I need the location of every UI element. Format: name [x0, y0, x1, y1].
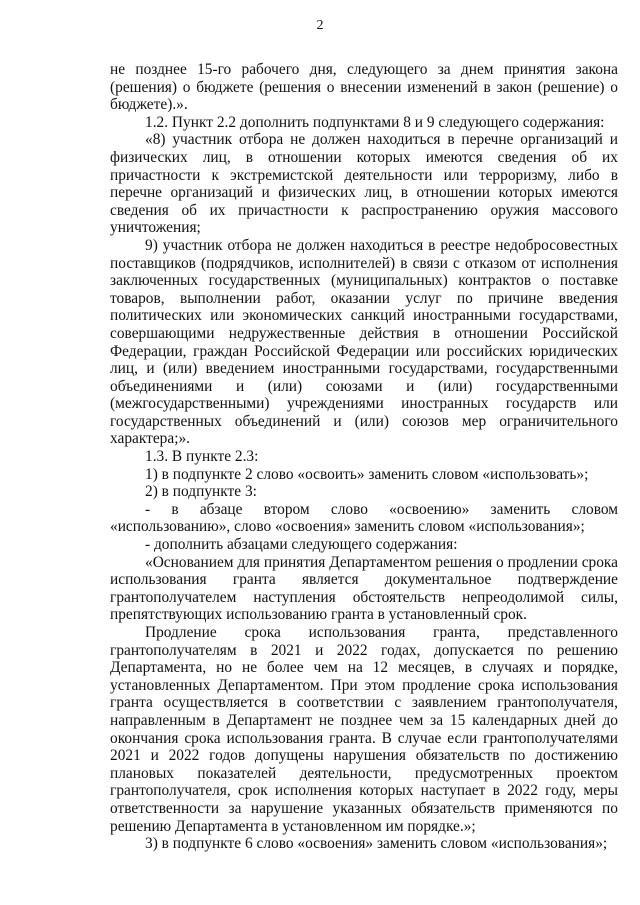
- paragraph: не позднее 15-го рабочего дня, следующего за днем принятия закона (решения) о бюджете (решения о внесении изменений в закон (решение) о бюджете).».: [110, 61, 618, 114]
- paragraph: 1.3. В пункте 2.3:: [145, 448, 259, 466]
- paragraph: - дополнить абзацами следующего содержания:: [145, 536, 458, 554]
- paragraph: - в абзаце втором слово «освоению» заменить словом «использованию», слово «освоения» заменить словом «использования»;: [110, 500, 618, 536]
- paragraph: Продление срока использования гранта, представленного грантополучателям в 2021 и 2022 годах, допускается по решению Департамента, но не более чем на 12 месяцев, в случаях и порядке, установленных Департаментом. При этом продление срока использования гранта осуществляется в соответствии с заявлением грантополучателя, направленным в Департамент не позднее чем за 15 календарных дней до окончания срока использования гранта. В случае если грантополучателями 2021 и 2022 годов допущены нарушения обязательств по достижению плановых показателей деятельности, предусмотренных проектом грантополучателя, срок исполнения которых наступает в 2022 году, меры ответственности за нарушение указанных обязательств применяются по решению Департамента в установленном им порядке.»;: [110, 624, 618, 835]
- paragraph: 2) в подпункте 3:: [145, 483, 257, 501]
- paragraph: «8) участник отбора не должен находиться в перечне организаций и физических лиц, в отношении которых имеются сведения об их причастности к экстремистской деятельности или терроризму, либо в перечне организаций и физических лиц, в отношении которых имеются сведения об их причастности к распространению оружия массового уничтожения;: [110, 131, 618, 237]
- paragraph: 3) в подпункте 6 слово «освоения» заменить словом «использования»;: [145, 835, 608, 853]
- paragraph: 1.2. Пункт 2.2 дополнить подпунктами 8 и 9 следующего содержания:: [145, 113, 605, 131]
- page-number: 2: [316, 18, 324, 33]
- paragraph: 1) в подпункте 2 слово «освоить» заменить словом «использовать»;: [145, 465, 589, 483]
- document-body: [110, 61, 618, 853]
- paragraph: 9) участник отбора не должен находиться в реестре недобросовестных поставщиков (подрядчиков, исполнителей) в связи с отказом от исполнения заключенных государственных (муниципальных) контрактов о поставке товаров, выполнении работ, оказании услуг по причине введения политических или экономических санкций иностранными государствами, совершающими недружественные действия в отношении Российской Федерации, граждан Российской Федерации или российских юридических лиц, и (или) введением иностранными государствами, государственными объединениями и (или) союзами и (или) государственными (межгосударственными) учреждениями иностранных государств или государственных объединений и (или) союзов мер ограничительного характера;».: [110, 236, 618, 448]
- paragraph: «Основанием для принятия Департаментом решения о продлении срока использования гранта является документальное подтверждение грантополучателем наступления обстоятельств непреодолимой силы, препятствующих использованию гранта в установленный срок.: [110, 553, 618, 624]
